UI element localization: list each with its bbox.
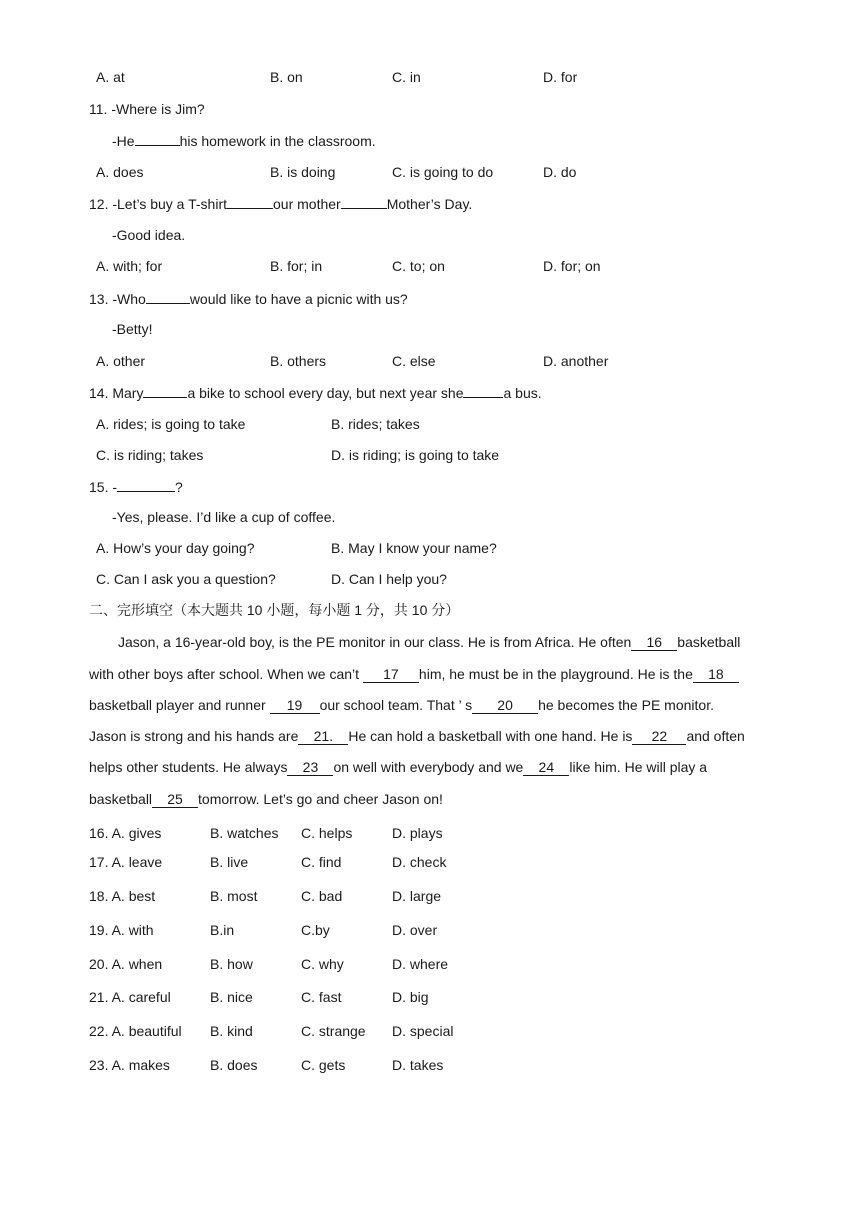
option-c: C. gets xyxy=(301,1057,346,1073)
passage-line xyxy=(89,758,707,776)
option-a: 21. A. careful xyxy=(89,989,171,1005)
option-a: A. with; for xyxy=(96,258,163,274)
text: -He xyxy=(112,133,135,149)
text: 15. - xyxy=(89,479,118,495)
text: 13. -Who xyxy=(89,291,146,307)
option-d: D. check xyxy=(392,854,447,870)
option-c: C. to; on xyxy=(392,258,445,274)
option-c: C. is riding; takes xyxy=(96,447,204,463)
text: would like to have a picnic with us? xyxy=(189,291,408,307)
passage-line xyxy=(118,633,740,651)
option-c: C. strange xyxy=(301,1023,366,1039)
blank-19: 19 xyxy=(270,697,320,714)
text: 12. -Let’s buy a T-shirt xyxy=(89,196,227,212)
blank-24: 24 xyxy=(523,759,569,776)
question-text xyxy=(89,477,183,496)
text: Mother’s Day. xyxy=(386,196,473,212)
question-text xyxy=(89,194,472,213)
text: he becomes the PE monitor. xyxy=(538,697,714,713)
text: a bus. xyxy=(503,385,542,401)
passage-line xyxy=(89,665,739,683)
blank-17: 17 xyxy=(363,666,419,683)
text: helps other students. He always xyxy=(89,759,288,775)
question-text xyxy=(89,383,542,402)
question-text xyxy=(89,289,408,308)
option-a: 19. A. with xyxy=(89,922,154,938)
text: and often xyxy=(686,728,745,744)
blank xyxy=(227,194,273,209)
option-d: D. for xyxy=(543,69,578,85)
blank-20: 20 xyxy=(472,697,538,714)
option-b: B.in xyxy=(210,922,235,938)
option-d: D. big xyxy=(392,989,429,1005)
option-d: D. another xyxy=(543,353,609,369)
option-c: C. find xyxy=(301,854,342,870)
option-b: B. is doing xyxy=(270,164,336,180)
option-d: D. Can I help you? xyxy=(331,571,447,587)
blank-22: 22 xyxy=(632,728,686,745)
option-d: D. do xyxy=(543,164,577,180)
blank xyxy=(117,477,175,492)
answer-line: -Betty! xyxy=(112,321,153,337)
option-a: A. at xyxy=(96,69,125,85)
option-c: C. why xyxy=(301,956,344,972)
question-text: 11. -Where is Jim? xyxy=(89,101,205,117)
blank xyxy=(135,131,180,146)
blank-25: 25 xyxy=(152,791,198,808)
blank xyxy=(143,383,187,398)
text: ? xyxy=(175,479,183,495)
section-title: 二、完形填空（本大题共 10 小题，每小题 1 分，共 10 分） xyxy=(89,602,460,618)
text: tomorrow. Let’s go and cheer Jason on! xyxy=(198,791,443,807)
text: our mother xyxy=(273,196,341,212)
blank xyxy=(146,289,190,304)
blank xyxy=(341,194,387,209)
option-d: D. large xyxy=(392,888,442,904)
option-a: A. other xyxy=(96,353,146,369)
text: 14. Mary xyxy=(89,385,144,401)
option-c: C. fast xyxy=(301,989,342,1005)
option-c: C. Can I ask you a question? xyxy=(96,571,276,587)
option-a: A. does xyxy=(96,164,144,180)
option-d: D. for; on xyxy=(543,258,601,274)
text: like him. He will play a xyxy=(569,759,708,775)
passage-line xyxy=(89,696,714,714)
option-a: 18. A. best xyxy=(89,888,156,904)
option-b: B. for; in xyxy=(270,258,323,274)
option-c: C. in xyxy=(392,69,421,85)
option-b: B. on xyxy=(270,69,303,85)
option-d: D. is riding; is going to take xyxy=(331,447,500,463)
option-b: B. rides; takes xyxy=(331,416,420,432)
option-d: D. where xyxy=(392,956,449,972)
option-b: B. does xyxy=(210,1057,258,1073)
answer-line xyxy=(112,131,376,150)
option-b: B. others xyxy=(270,353,327,369)
blank-21: 21. xyxy=(298,728,348,745)
text: basketball xyxy=(677,634,741,650)
text: basketball xyxy=(89,791,153,807)
option-d: D. over xyxy=(392,922,438,938)
option-d: D. takes xyxy=(392,1057,444,1073)
blank-23: 23 xyxy=(287,759,333,776)
text: basketball player and runner xyxy=(89,697,270,713)
option-a: 23. A. makes xyxy=(89,1057,170,1073)
text: Jason is strong and his hands are xyxy=(89,728,299,744)
text: He can hold a basketball with one hand. He is xyxy=(348,728,633,744)
option-b: B. May I know your name? xyxy=(331,540,497,556)
answer-line: -Yes, please. I’d like a cup of coffee. xyxy=(112,509,336,525)
text: him, he must be in the playground. He is the xyxy=(418,666,693,682)
blank-18: 18 xyxy=(693,666,739,683)
option-b: B. kind xyxy=(210,1023,253,1039)
option-b: B. live xyxy=(210,854,249,870)
option-b: B. watches xyxy=(210,825,279,841)
option-b: B. most xyxy=(210,888,258,904)
text: with other boys after school. When we can’t xyxy=(89,666,363,682)
option-c: C. helps xyxy=(301,825,353,841)
blank xyxy=(463,383,503,398)
text: a bike to school every day, but next year she xyxy=(187,385,464,401)
option-c: C. is going to do xyxy=(392,164,494,180)
option-a: 20. A. when xyxy=(89,956,163,972)
blank-16: 16 xyxy=(631,634,677,651)
option-a: 22. A. beautiful xyxy=(89,1023,182,1039)
text: on well with everybody and we xyxy=(333,759,524,775)
text: Jason, a 16-year-old boy, is the PE monitor in our class. He is from Africa. He often xyxy=(118,634,632,650)
passage-line xyxy=(89,727,745,745)
option-b: B. nice xyxy=(210,989,253,1005)
option-d: D. plays xyxy=(392,825,443,841)
option-d: D. special xyxy=(392,1023,454,1039)
option-a: A. rides; is going to take xyxy=(96,416,246,432)
option-a: 16. A. gives xyxy=(89,825,162,841)
answer-line: -Good idea. xyxy=(112,227,186,243)
text: our school team. That ’ s xyxy=(319,697,473,713)
option-b: B. how xyxy=(210,956,253,972)
option-a: A. How’s your day going? xyxy=(96,540,255,556)
passage-line xyxy=(89,790,443,808)
option-a: 17. A. leave xyxy=(89,854,163,870)
option-c: C. bad xyxy=(301,888,343,904)
option-c: C.by xyxy=(301,922,330,938)
option-c: C. else xyxy=(392,353,436,369)
text: his homework in the classroom. xyxy=(179,133,376,149)
